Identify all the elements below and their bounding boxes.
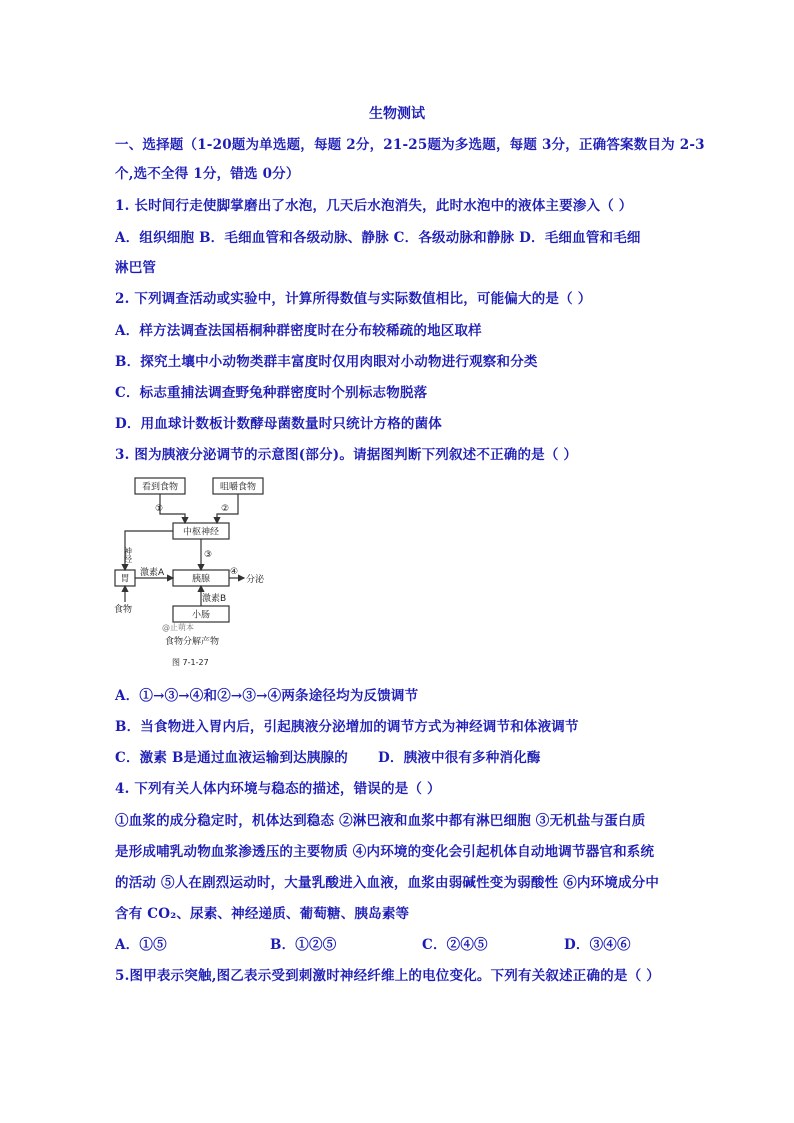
- fig-hormone-b: 激素B: [202, 594, 227, 604]
- q4-statement-line: 的活动 ⑤人在剧烈运动时，大量乳酸进入血液，血浆由弱碱性变为弱酸性 ⑥内环境成分中: [115, 875, 660, 891]
- q4-stem: 4. 下列有关人体内环境与稳态的描述，错误的是（ ）: [115, 781, 441, 797]
- q2-stem: 2. 下列调查活动或实验中，计算所得数值与实际数值相比，可能偏大的是（ ）: [115, 291, 592, 307]
- fig-secrete: 分泌: [246, 575, 265, 585]
- fig-products: 食物分解产物: [165, 637, 220, 647]
- q1-options-cont: 淋巴管: [115, 260, 157, 276]
- section-header: 一、选择题（1-20题为单选题，每题 2分，21-25题为多选题，每题 3分，正确答案数目为 2-3: [115, 137, 705, 153]
- fig-hormone-a: 激素A: [140, 568, 165, 578]
- q3-option-d: D．胰液中很有多种消化酶: [378, 750, 541, 766]
- pancreas-regulation-diagram: [110, 474, 280, 674]
- q5-stem: 5.图甲表示突触,图乙表示受到刺激时神经纤维上的电位变化。下列有关叙述正确的是（ ）: [115, 968, 660, 984]
- fig-watermark: @止萌本: [162, 623, 194, 632]
- q2-option-c: C．标志重捕法调查野兔种群密度时个别标志物脱落: [115, 385, 428, 401]
- section-header-cont: 个,选不全得 1分，错选 0分）: [115, 166, 300, 182]
- fig-caption: 图 7-1-27: [172, 658, 209, 667]
- q4-statement-line: ①血浆的成分稳定时，机体达到稳态 ②淋巴液和血浆中都有淋巴细胞 ③无机盐与蛋白质: [115, 813, 646, 829]
- q2-option-d: D．用血球计数板计数酵母菌数量时只统计方格的菌体: [115, 416, 443, 432]
- q1-options: A．组织细胞 B．毛细血管和各级动脉、静脉 C．各级动脉和静脉 D．毛细血管和毛细: [115, 230, 641, 246]
- q4-option-d: D．③④⑥: [564, 937, 631, 953]
- q4-statement-line: 是形成哺乳动物血浆渗透压的主要物质 ④内环境的变化会引起机体自动地调节器官和系统: [115, 844, 655, 860]
- fig-see-food: 看到食物: [141, 482, 179, 493]
- fig-num-1: ①: [155, 504, 164, 514]
- fig-num-4: ④: [230, 567, 239, 577]
- fig-pancreas: 胰腺: [191, 574, 211, 585]
- fig-stomach: 胃: [120, 574, 130, 585]
- q3-stem: 3. 图为胰液分泌调节的示意图(部分)。请据图判断下列叙述不正确的是（ ）: [115, 447, 578, 463]
- q2-option-b: B．探究土壤中小动物类群丰富度时仅用肉眼对小动物进行观察和分类: [115, 354, 538, 370]
- fig-food: 食物: [114, 605, 133, 615]
- page-title: 生物测试: [369, 106, 425, 122]
- q4-option-a: A．①⑤: [115, 937, 167, 953]
- fig-chew-food: 咀嚼食物: [219, 482, 257, 493]
- fig-small-intestine: 小肠: [191, 610, 211, 621]
- q4-statement-line: 含有 CO₂、尿素、神经递质、葡萄糖、胰岛素等: [115, 906, 410, 922]
- fig-nerve: 神经: [123, 547, 133, 563]
- q1-stem: 1. 长时间行走使脚掌磨出了水泡，几天后水泡消失，此时水泡中的液体主要渗入（ ）: [115, 198, 633, 214]
- q3-option-b: B．当食物进入胃内后，引起胰液分泌增加的调节方式为神经调节和体液调节: [115, 719, 579, 735]
- q2-option-a: A．样方法调查法国梧桐种群密度时在分布较稀疏的地区取样: [115, 323, 482, 339]
- q4-option-b: B．①②⑤: [270, 937, 337, 953]
- fig-central-nerve: 中枢神经: [182, 527, 220, 538]
- fig-num-3: ③: [204, 550, 213, 560]
- q3-option-c: C．激素 B是通过血液运输到达胰腺的: [115, 750, 348, 766]
- q3-option-a: A．①→③→④和②→③→④两条途径均为反馈调节: [115, 688, 419, 704]
- q4-option-c: C．②④⑤: [422, 937, 488, 953]
- fig-num-2: ②: [221, 504, 230, 514]
